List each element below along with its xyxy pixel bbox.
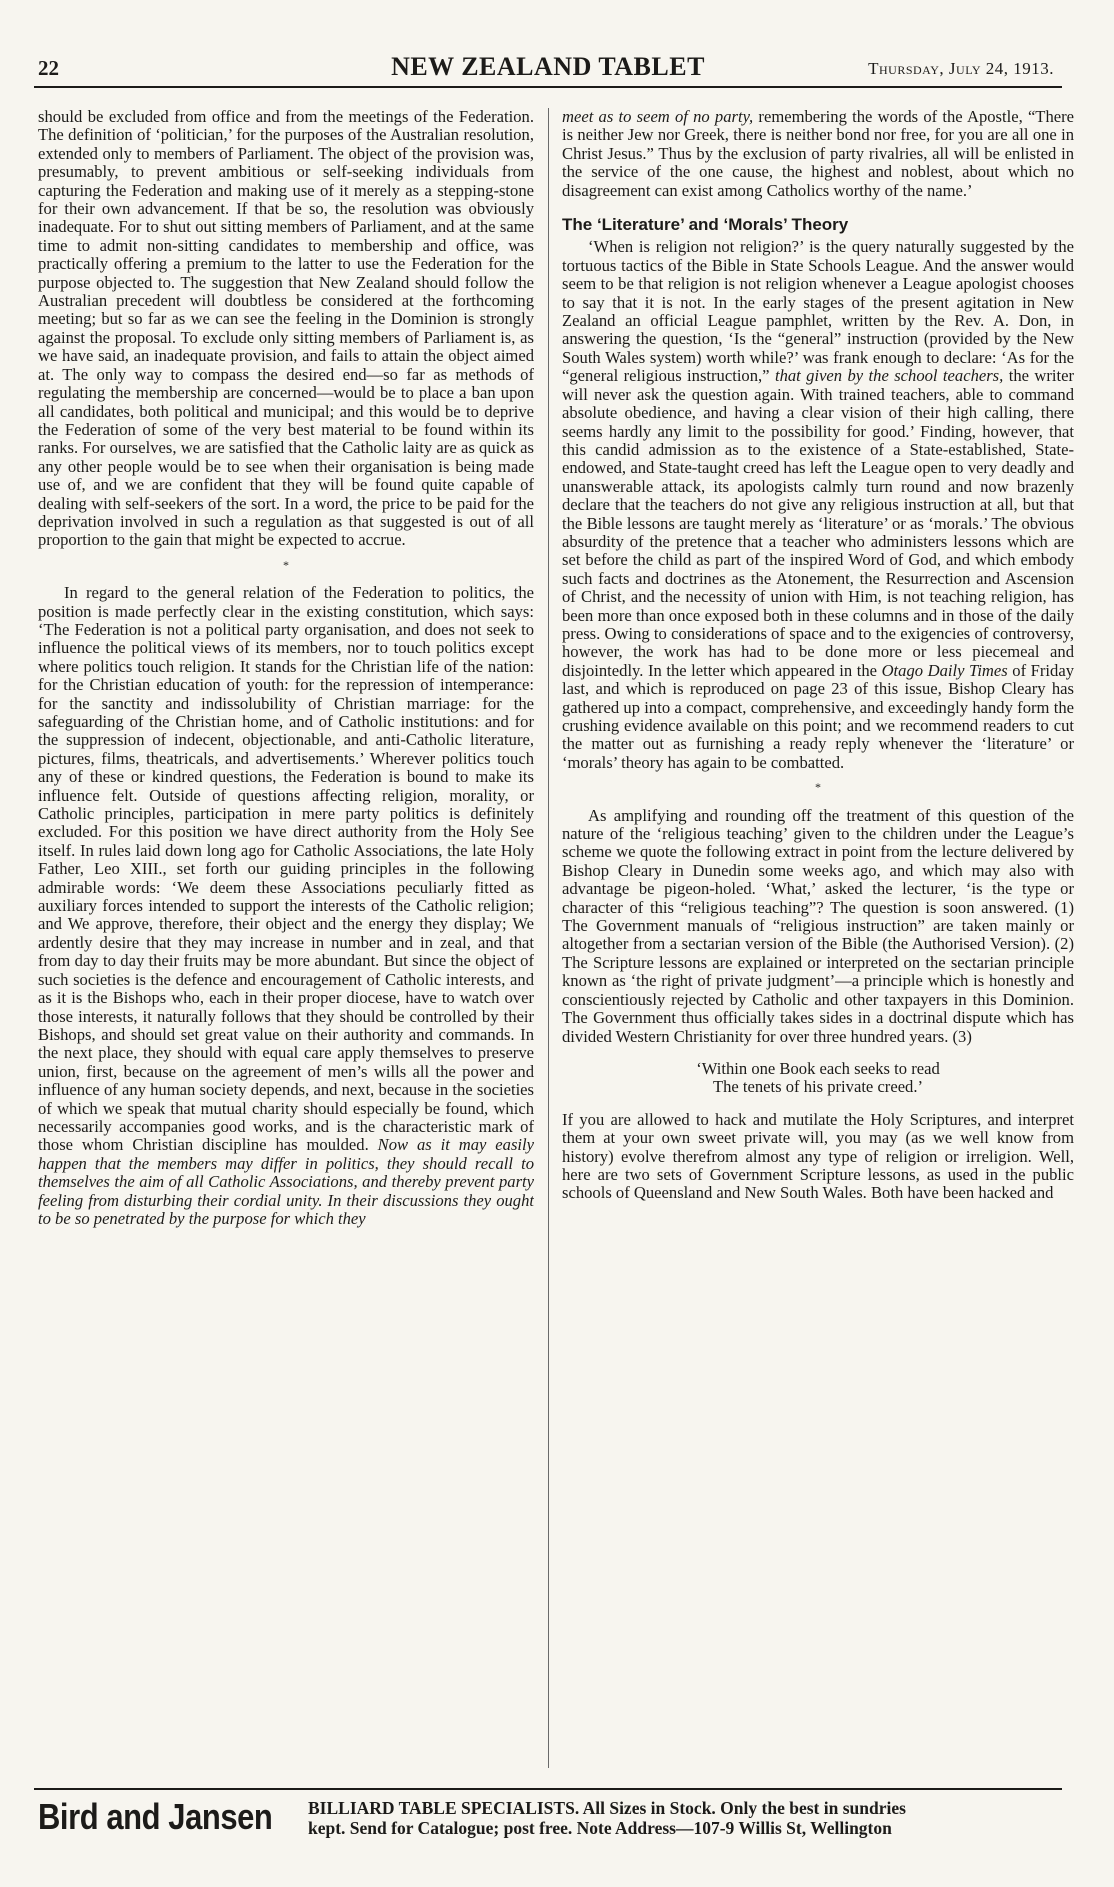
- verse-line-1: ‘Within one Book each seeks to read: [696, 1058, 940, 1078]
- right-paragraph-1: [562, 108, 1074, 200]
- verse-line-2: The tenets of his private creed.’: [712, 1077, 924, 1097]
- right-paragraph-3: As amplifying and rounding off the treatment of this question of the nature of the ‘religious teaching’ given to the children under the League’s scheme we quote the following extract in point from the lecture delivered by Bishop Cleary in Dunedin some weeks ago, and which may also with advantage be pigeon-holed. ‘What,’ asked the lecturer, ‘is the type or character of this “religious teaching”? The question is soon answered. (1) The Government manuals of “religious instruction” are taken mainly or altogether from a sectarian version of the Bible (the Authorised Version). (2) The Scripture lessons are explained or interpreted on the sectarian principle known as ‘the right of private judgment’—a principle which is honestly and conscientiously rejected by Catholic and other taxpayers in this Dominion. The Government thus officially takes sides in a doctrinal dispute which has divided Western Christianity for over three hundred years. (3): [562, 805, 1074, 1046]
- right-paragraph-1-italic: meet as to seem of no party,: [562, 108, 754, 126]
- right-paragraph-4: If you are allowed to hack and mutilate the Holy Scriptures, and interpret them at your own sweet private will, you may (as we well know from history) evolve therefrom almost any type of religion or irreligion. Well, here are two sets of Government Scripture lessons, as used in the public schools of Queensland and New South Wales. Both have been hacked and: [562, 1109, 1074, 1203]
- left-paragraph-2-italic: Now as it may easily happen that the members may differ in politics, they should recall to themselves the aim of all Catholic Associations, and thereby prevent party feeling from disturbing their cordial unity. In their discussions they ought to be so penetrated by the purpose for which they: [38, 1135, 534, 1228]
- right-paragraph-2-italic: that given by the school teachers,: [774, 366, 1004, 386]
- advertisement-line-1: BILLIARD TABLE SPECIALISTS. All Sizes in Stock. Only the best in sundries: [308, 1798, 906, 1818]
- advertisement-line-2: kept. Send for Catalogue; post free. Note Address—107-9 Willis St, Wellington: [308, 1818, 892, 1838]
- newspaper-title: NEW ZEALAND TABLET: [391, 52, 705, 81]
- section-separator: *: [283, 557, 289, 572]
- page-number: 22: [38, 56, 59, 80]
- masthead: [34, 52, 1062, 88]
- right-paragraph-2: [562, 238, 1074, 772]
- column-divider: [548, 108, 549, 1768]
- right-paragraph-2-text-b: the writer will never ask the question again. With trained teachers, able to command absolute obedience, and having a clear vision of their high calling, there seems hardly any limit to the possibility for good.’ Finding, however, that this candid admission as to the existence of a State-established, State-endowed, and State-taught creed has left the League open to very deadly and unanswerable attack, its apologists calmly turn round and now brazenly declare that the teachers do not give any religious instruction at all, but that the Bible lessons are taught merely as ‘literature’ or as ‘morals.’ The obvious absurdity of the pretence that a teacher who administers lessons which are set before the child as part of the inspired Word of God, and which embody such facts and doctrines as the Atonement, the Resurrection and Ascension of Christ, and the necessity of union with Him, is not teaching religion, has been more than once exposed both in these columns and in those of the daily press. Owing to considerations of space and to the exigencies of controversy, however, the work has had to be done more or less piecemeal and disjointedly. In the letter which appeared in the: [562, 366, 1074, 680]
- right-paragraph-2-text-a: ‘When is religion not religion?’ is the query naturally suggested by the tortuous tactics of the Bible in State Schools League. And the answer would seem to be that religion is not religion whenever a League apologist chooses to say that it is not. In the early stages of the present agitation in New Zealand an official League pamphlet, written by the Rev. A. Don, in answering the question, ‘Is the “general” instruction (provided by the New South Wales system) worth while?’ was frank enough to declare: ‘As for the “general religious instruction,”: [562, 237, 1074, 386]
- section-separator-right: *: [815, 780, 821, 795]
- right-column: [562, 108, 1074, 1768]
- issue-date: Thursday, July 24, 1913.: [868, 59, 1054, 78]
- advertiser-name: Bird and Jansen: [38, 1796, 273, 1837]
- advertisement-text: [308, 1798, 1058, 1838]
- left-column: [38, 108, 534, 1768]
- verse-quote: [562, 1060, 1074, 1097]
- newspaper-reference: Otago Daily Times: [881, 660, 1008, 680]
- left-paragraph-2: [38, 584, 534, 1228]
- right-paragraph-1-text: remembering the words of the Apostle, “There is neither Jew nor Greek, there is neither bond nor free, for you are all one in Christ Jesus.” Thus by the exclusion of party rivalries, all will be enlisted in the service of the one cause, the highest and noblest, about which no disagreement can exist among Catholics worthy of the name.’: [562, 108, 1074, 200]
- left-paragraph-1: should be excluded from office and from the meetings of the Federation. The definition of ‘politician,’ for the purposes of the Australian resolution, extended only to members of Parliament. The object of the provision was, presumably, to prevent ambitious or self-seeking individuals from capturing the Federation and making use of it merely as a stepping-stone for their own advancement. If that be so, the resolution was obviously inadequate. For to shut out sitting members of Parliament, and at the same time to admit non-sitting candidates to membership and office, was practically offering a premium to the latter to use the Federation for the purpose objected to. The suggestion that New Zealand should follow the Australian precedent will doubtless be considered at the forthcoming meeting; but so far as we can see the feeling in the Dominion is strongly against the proposal. To exclude only sitting members of Parliament is, as we have said, an inadequate provision, and fails to attain the object aimed at. The only way to compass the desired end—so far as methods of regulating the membership are concerned—would be to place a ban upon all candidates, both political and municipal; and this would be to deprive the Federation of some of the very best material to be found within its ranks. For ourselves, we are satisfied that the Catholic laity are as quick as any other people would be to see when their organisation is being made use of, and we are confident that they will be found quite capable of dealing with self-seekers of the sort. In a word, the price to be paid for the deprivation involved in such a regulation as that suggested is out of all proportion to the gain that might be expected to accrue.: [38, 108, 534, 550]
- right-paragraph-2-text-c: of Friday last, and which is reproduced on page 23 of this issue, Bishop Cleary has gathered up into a compact, comprehensive, and exceedingly handy form the crushing evidence available on this point; and we recommend readers to cut the matter out as furnishing a ready reply whenever the ‘literature’ or ‘morals’ theory has again to be combatted.: [562, 660, 1074, 772]
- left-paragraph-2-text: In regard to the general relation of the Federation to politics, the position is made perfectly clear in the existing constitution, which says: ‘The Federation is not a political party organisation, and does not seek to influence the political views of its members, nor to touch politics except where politics touch religion. It stands for the Christian life of the nation: for the Christian education of youth: for the repression of intemperance: for the sanctity and indissolubility of Christian marriage: for the safeguarding of the Christian home, and of Catholic institutions: and for the suppression of indecent, objectionable, and anti-Catholic literature, pictures, films, theatricals, and advertisements.’ Wherever politics touch any of these or kindred questions, the Federation is bound to make its influence felt. Outside of questions affecting religion, morality, or Catholic principles, participation in mere party politics is definitely excluded. For this position we have direct authority from the Holy See itself. In rules laid down long ago for Catholic Associations, the late Holy Father, Leo XIII., set forth our guiding principles in the following admirable words: ‘We deem these Associations peculiarly fitted as auxiliary forces intended to support the interests of the Catholic religion; and We approve, therefore, their object and the energy they display; We ardently desire that they may increase in number and in zeal, and that from day to day their fruits may be more abundant. But since the object of such societies is the defence and encouragement of Catholic interests, and as it is the Bishops who, each in their proper diocese, have to watch over those interests, it naturally follows that they should be controlled by their Bishops, and should set great value on their authority and commands. In the next place, they should with equal care apply themselves to preserve union, first, because on the agreement of men’s wills all the power and influence of any human society depends, and next, because in the societies of which we speak that mutual charity should especially be found, which necessarily accompanies good works, and is the characteristic mark of those whom Christian discipline has moulded.: [38, 583, 534, 1155]
- section-heading: The ‘Literature’ and ‘Morals’ Theory: [562, 215, 849, 235]
- advertisement: [34, 1788, 1062, 1848]
